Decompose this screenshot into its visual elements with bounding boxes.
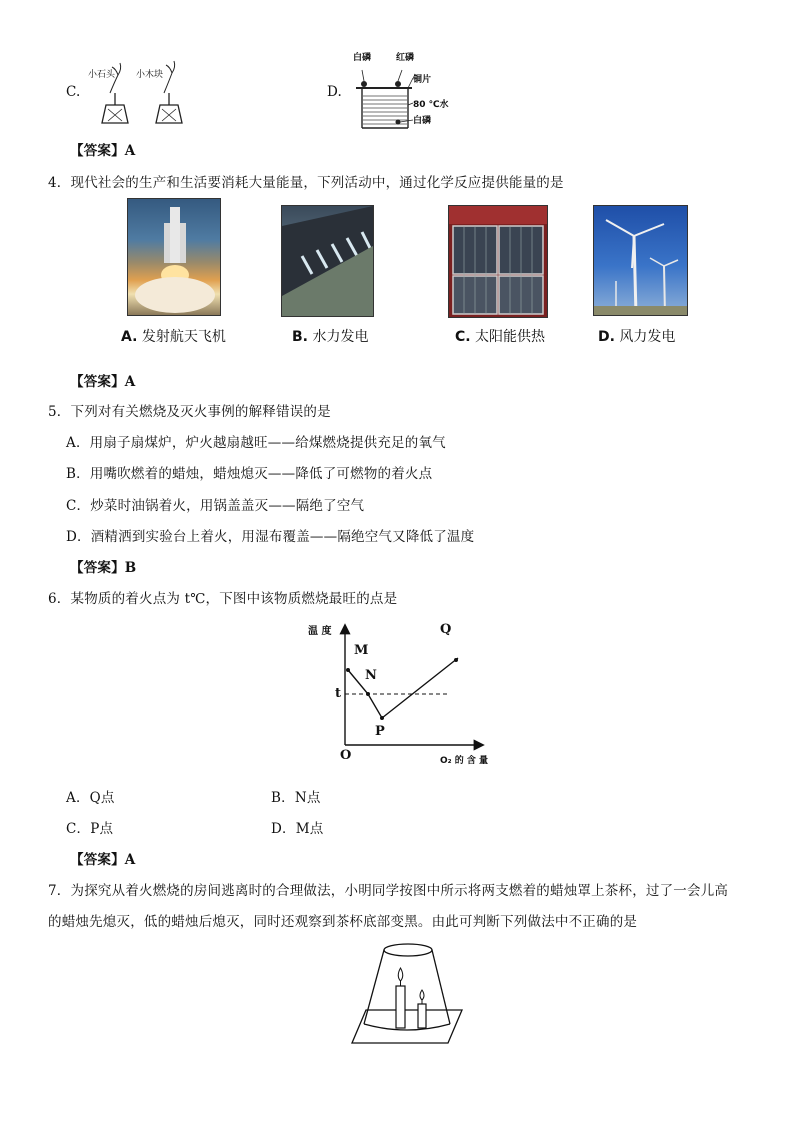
q5-option-a: A．用扇子扇煤炉，炉火越扇越旺——给煤燃烧提供充足的氧气 xyxy=(66,435,446,451)
q4-option-c-text: 太阳能供热 xyxy=(475,329,546,345)
wind-turbine-icon xyxy=(594,206,687,315)
q4-stem: 4．现代社会的生产和生活要消耗大量能量，下列活动中，通过化学反应提供能量的是 xyxy=(48,175,564,191)
q6-answer: 【答案】A xyxy=(70,852,136,868)
two-flask-figure xyxy=(88,55,198,130)
solar-heater-photo xyxy=(448,205,548,318)
q3-option-c-figure xyxy=(88,55,198,130)
q3-option-c-letter: C. xyxy=(66,84,81,100)
rocket-icon xyxy=(128,199,220,315)
q3-d-hot-water: 80 ℃水 xyxy=(413,100,449,110)
q3-option-d-figure xyxy=(350,50,460,130)
q3-d-copper: 铜片 xyxy=(413,75,432,85)
q7-candle-figure xyxy=(350,938,468,1048)
q4-option-c-letter: C. xyxy=(455,329,471,345)
q3-d-red-p: 红磷 xyxy=(396,53,415,63)
y-axis-label: 温 度 xyxy=(308,626,332,637)
beaker-figure xyxy=(350,50,460,130)
temperature-curve xyxy=(348,658,458,718)
q3-option-d-letter: D. xyxy=(327,84,343,100)
q3-d-white-p-bottom: 白磷 xyxy=(413,116,432,126)
t-label: t xyxy=(335,686,342,701)
hydropower-dam-photo xyxy=(281,205,374,317)
q4-option-d-text: 风力发电 xyxy=(619,329,676,345)
q4-option-b-text: 水力发电 xyxy=(312,329,369,345)
q4-answer: 【答案】A xyxy=(70,374,136,390)
point-n-dot xyxy=(366,692,370,696)
q7-stem-line2: 的蜡烛先熄灭，低的蜡烛后熄灭，同时还观察到茶杯底部变黑。由此可判断下列做法中不正确的是 xyxy=(48,914,638,930)
point-m-label: M xyxy=(354,643,369,658)
point-n-label: N xyxy=(365,668,377,683)
q6-stem: 6．某物质的着火点为 t℃，下图中该物质燃烧最旺的点是 xyxy=(48,591,398,607)
point-p-label: P xyxy=(375,724,385,739)
q3-c-right-label: 小木块 xyxy=(136,70,164,80)
q4-option-d-letter: D. xyxy=(598,329,615,345)
q6-option-c: C．P点 xyxy=(66,821,114,837)
q5-option-c: C．炒菜时油锅着火，用锅盖盖灭——隔绝了空气 xyxy=(66,498,365,514)
q4-option-c xyxy=(455,326,545,346)
q5-option-d: D．酒精洒到实验台上着火，用湿布覆盖——隔绝空气又降低了温度 xyxy=(66,529,475,545)
q3-answer: 【答案】A xyxy=(70,143,136,159)
q4-option-a-letter: A. xyxy=(121,329,138,345)
q3-d-white-p-top: 白磷 xyxy=(353,53,372,63)
space-shuttle-photo xyxy=(127,198,221,316)
point-q-label: Q xyxy=(440,622,452,637)
dam-icon xyxy=(282,206,373,316)
q5-stem: 5．下列对有关燃烧及灭火事例的解释错误的是 xyxy=(48,404,331,420)
solar-panel-icon xyxy=(449,206,547,317)
origin-label: O xyxy=(340,748,352,763)
candle-cup-figure xyxy=(350,938,468,1048)
q7-stem-line1: 7．为探究从着火燃烧的房间逃离时的合理做法，小明同学按图中所示将两支燃着的蜡烛罩上茶杯，过了一会儿高 xyxy=(48,883,729,899)
q4-option-b xyxy=(292,326,368,346)
q3-c-left-label: 小石头 xyxy=(88,70,116,80)
q5-answer: 【答案】B xyxy=(70,560,137,576)
q6-graph xyxy=(300,618,500,768)
q6-option-d: D．M点 xyxy=(271,821,324,837)
temperature-o2-graph xyxy=(300,618,500,768)
wind-turbine-photo xyxy=(593,205,688,316)
q4-option-a-text: 发射航天飞机 xyxy=(141,329,226,345)
x-axis-label: O₂ 的 含 量 xyxy=(440,756,488,766)
point-q-dot xyxy=(454,658,458,662)
q4-option-a xyxy=(121,326,226,346)
q5-option-b: B．用嘴吹燃着的蜡烛，蜡烛熄灭——降低了可燃物的着火点 xyxy=(66,466,433,482)
q6-option-a: A．Q点 xyxy=(66,790,115,806)
q6-option-b: B．N点 xyxy=(271,790,321,806)
point-p-dot xyxy=(380,716,384,720)
q4-option-b-letter: B. xyxy=(292,329,308,345)
point-m-dot xyxy=(346,668,350,672)
q4-option-d xyxy=(598,326,675,346)
